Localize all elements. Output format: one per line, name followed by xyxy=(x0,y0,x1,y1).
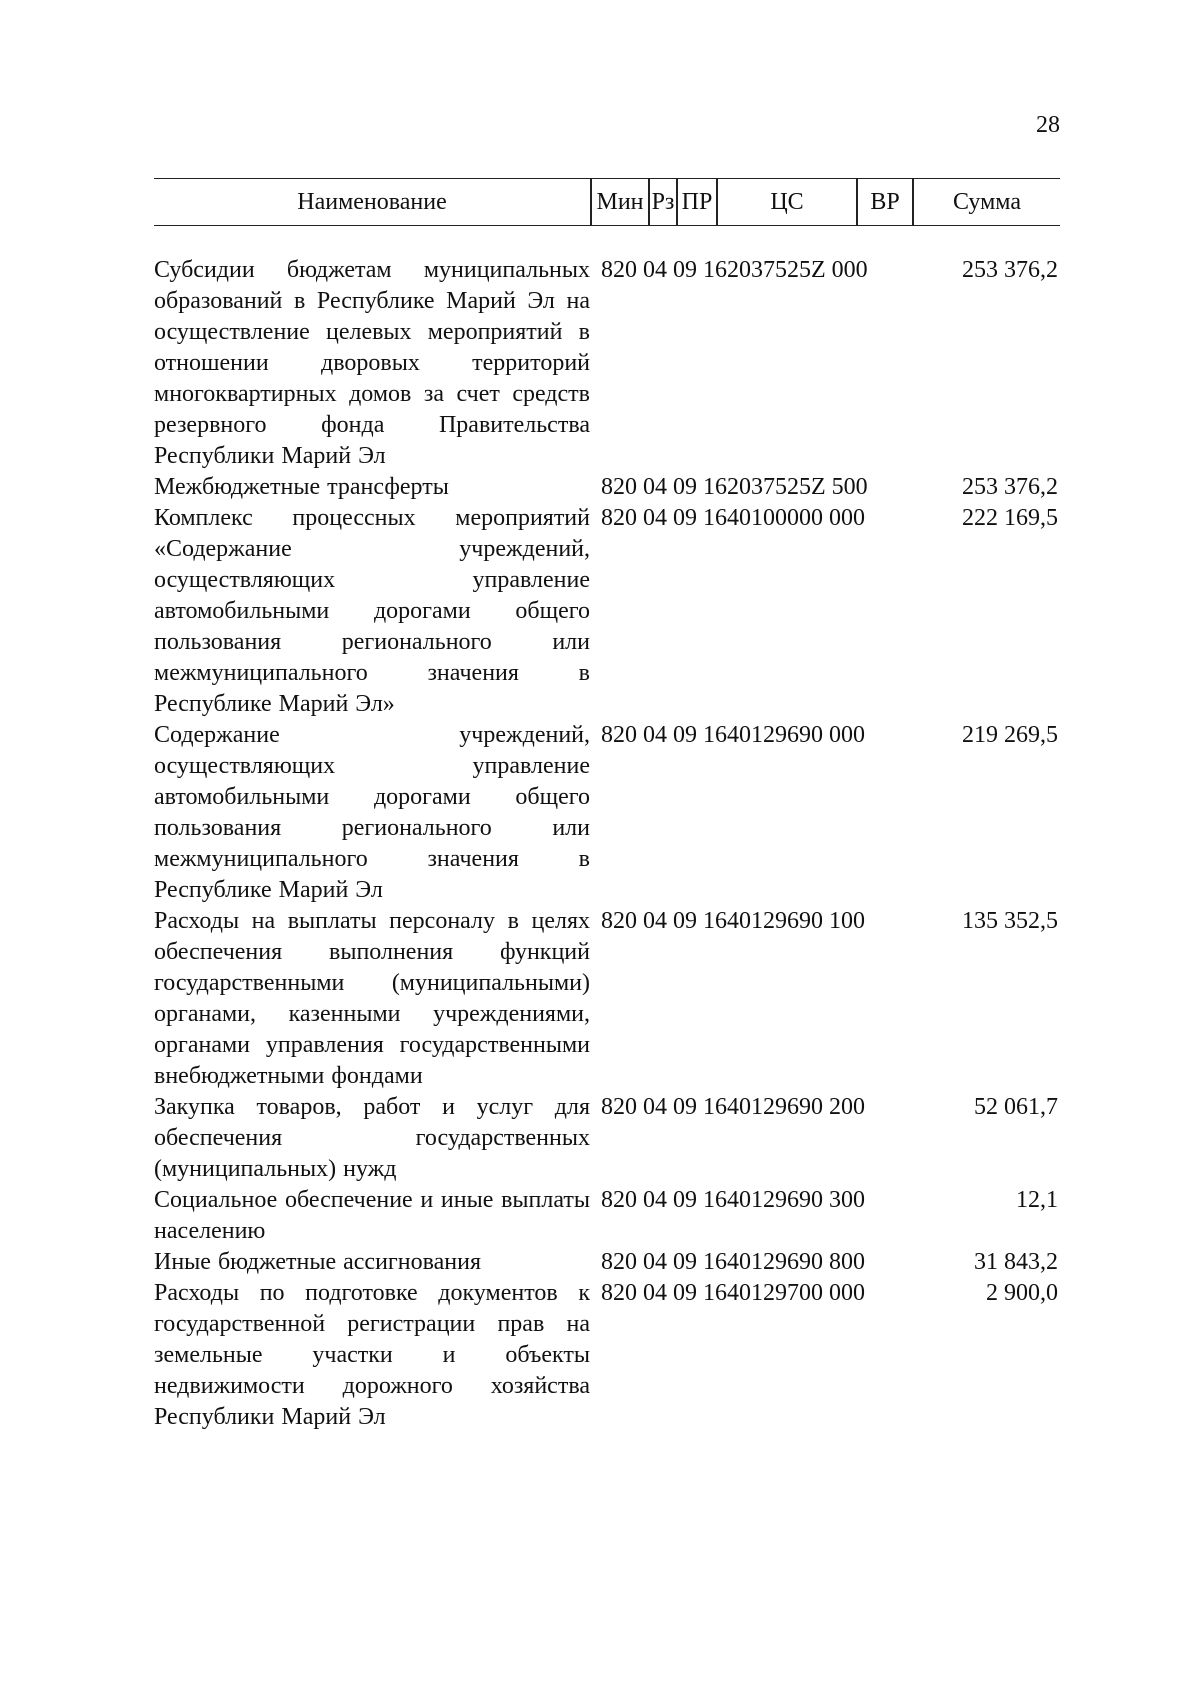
row-codes xyxy=(601,503,865,534)
row-min: 820 xyxy=(601,722,637,748)
row-pr: 09 xyxy=(673,505,697,531)
row-name: Расходы по подготовке документов к государственной регистрации прав на земельные участки и объекты недвижимости дорожного хозяйства Республики Марий Эл xyxy=(154,1280,590,1430)
row-min: 820 xyxy=(601,505,637,531)
row-name: Содержание учреждений, осуществляющих управление автомобильными дорогами общего пользования регионального или межмуниципального значения в Республике Марий Эл xyxy=(154,722,590,903)
row-cs: 162037525Z xyxy=(703,257,826,283)
header-sum: Сумма xyxy=(953,189,1021,215)
row-codes xyxy=(601,255,868,286)
row-cs: 1640100000 xyxy=(703,505,823,531)
row-codes xyxy=(601,720,865,751)
row-min: 820 xyxy=(601,1249,637,1275)
row-vr: 000 xyxy=(831,257,868,283)
table-row xyxy=(154,1092,1064,1185)
table-row xyxy=(154,1278,1064,1433)
header-min: Мин xyxy=(596,189,644,215)
row-codes xyxy=(601,906,865,937)
row-min: 820 xyxy=(601,1094,637,1120)
page-number: 28 xyxy=(1036,112,1060,138)
row-rz: 04 xyxy=(643,1249,667,1275)
row-min: 820 xyxy=(601,474,637,500)
row-name: Социальное обеспечение и иные выплаты населению xyxy=(154,1187,590,1244)
row-codes xyxy=(601,1247,865,1278)
table-row xyxy=(154,906,1064,1092)
header-name: Наименование xyxy=(297,189,447,215)
table-header xyxy=(154,178,1060,226)
row-name: Иные бюджетные ассигнования xyxy=(154,1249,481,1275)
row-cs: 1640129690 xyxy=(703,1187,823,1213)
row-name: Закупка товаров, работ и услуг для обеспечения государственных (муниципальных) нужд xyxy=(154,1094,590,1182)
row-name: Комплекс процессных мероприятий «Содержание учреждений, осуществляющих управление автомобильными дорогами общего пользования регионального или межмуниципального значения в Республике Марий Эл» xyxy=(154,505,590,717)
row-vr: 800 xyxy=(829,1249,865,1275)
row-pr: 09 xyxy=(673,1249,697,1275)
row-min: 820 xyxy=(601,1280,637,1306)
row-sum: 135 352,5 xyxy=(962,908,1058,934)
header-pr: ПР xyxy=(681,189,713,215)
table-body xyxy=(154,255,1064,1433)
row-pr: 09 xyxy=(673,474,697,500)
row-cs: 1640129690 xyxy=(703,1094,823,1120)
row-vr: 500 xyxy=(831,474,868,500)
row-min: 820 xyxy=(601,257,637,283)
row-codes xyxy=(601,1278,865,1309)
row-vr: 300 xyxy=(829,1187,865,1213)
row-codes xyxy=(601,472,868,503)
row-sum: 31 843,2 xyxy=(974,1249,1058,1275)
row-pr: 09 xyxy=(673,1187,697,1213)
row-pr: 09 xyxy=(673,1094,697,1120)
row-cs: 1640129700 xyxy=(703,1280,823,1306)
row-cs: 1640129690 xyxy=(703,908,823,934)
row-sum: 52 061,7 xyxy=(974,1094,1058,1120)
row-sum: 219 269,5 xyxy=(962,722,1058,748)
row-pr: 09 xyxy=(673,722,697,748)
table-row xyxy=(154,1185,1064,1247)
row-cs: 1640129690 xyxy=(703,1249,823,1275)
row-pr: 09 xyxy=(673,908,697,934)
row-sum: 12,1 xyxy=(1016,1187,1058,1213)
row-vr: 000 xyxy=(829,505,865,531)
row-rz: 04 xyxy=(643,505,667,531)
row-rz: 04 xyxy=(643,908,667,934)
row-rz: 04 xyxy=(643,474,667,500)
table-row xyxy=(154,255,1064,472)
table-row xyxy=(154,1247,1064,1278)
row-vr: 200 xyxy=(829,1094,865,1120)
row-rz: 04 xyxy=(643,257,667,283)
row-rz: 04 xyxy=(643,1187,667,1213)
row-codes xyxy=(601,1185,865,1216)
row-sum: 253 376,2 xyxy=(962,474,1058,500)
table-row xyxy=(154,503,1064,720)
table-row xyxy=(154,720,1064,906)
row-cs: 1640129690 xyxy=(703,722,823,748)
header-rz: Рз xyxy=(651,189,675,215)
row-sum: 2 900,0 xyxy=(986,1280,1058,1306)
row-name: Расходы на выплаты персоналу в целях обеспечения выполнения функций государственными (муниципальными) органами, казенными учреждениями, органами управления государственными внебюджетными фондами xyxy=(154,908,590,1089)
row-rz: 04 xyxy=(643,1280,667,1306)
header-cs: ЦС xyxy=(770,189,804,215)
row-vr: 000 xyxy=(829,722,865,748)
row-cs: 162037525Z xyxy=(703,474,826,500)
row-sum: 222 169,5 xyxy=(962,505,1058,531)
row-rz: 04 xyxy=(643,1094,667,1120)
row-pr: 09 xyxy=(673,257,697,283)
row-rz: 04 xyxy=(643,722,667,748)
row-vr: 000 xyxy=(829,1280,865,1306)
row-codes xyxy=(601,1092,865,1123)
row-min: 820 xyxy=(601,908,637,934)
row-vr: 100 xyxy=(829,908,865,934)
row-name: Межбюджетные трансферты xyxy=(154,474,449,500)
row-sum: 253 376,2 xyxy=(962,257,1058,283)
table-row xyxy=(154,472,1064,503)
row-pr: 09 xyxy=(673,1280,697,1306)
row-min: 820 xyxy=(601,1187,637,1213)
header-vr: ВР xyxy=(870,189,900,215)
row-name: Субсидии бюджетам муниципальных образований в Республике Марий Эл на осуществление целевых мероприятий в отношении дворовых территорий многоквартирных домов за счет средств резервного фонда Правительства Республики Марий Эл xyxy=(154,257,590,469)
